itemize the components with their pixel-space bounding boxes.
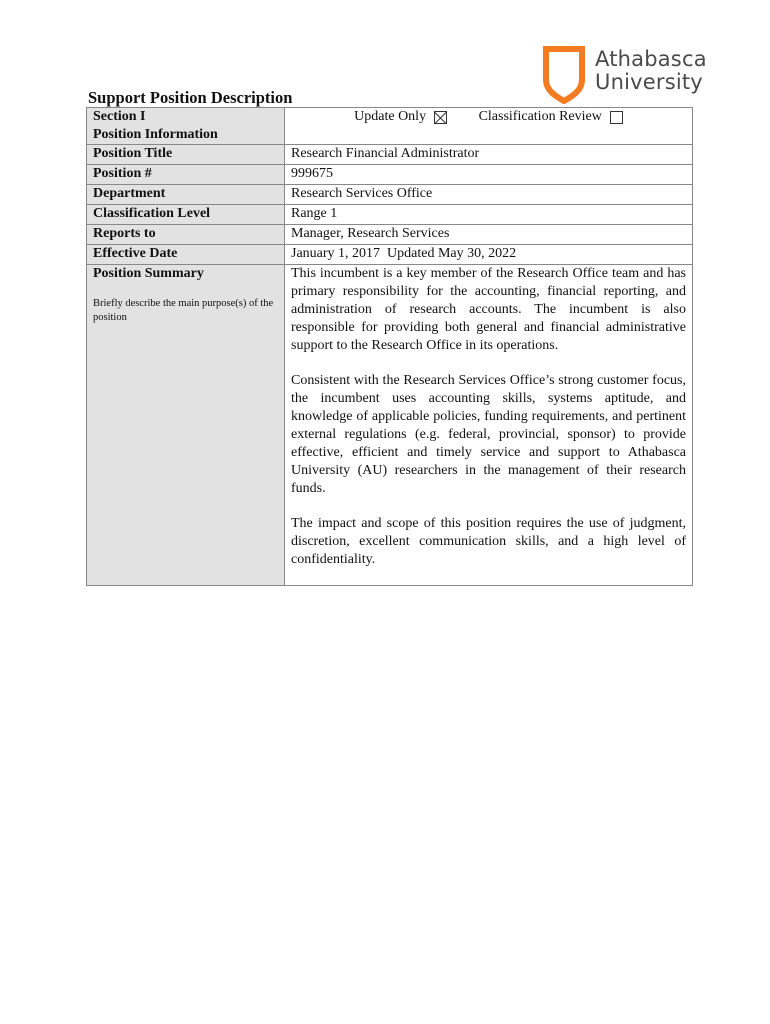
summary-paragraph: Consistent with the Research Services Office’s strong customer focus, the incumbent uses accounting skills, systems aptitude, and knowledge of applicable policies, funding requirements, and pertinent external regulations (e.g. federal, provincial, sponsor) to provide effective, efficient and timely service and support to Athabasca University (AU) researchers in the management of their research funds. — [291, 373, 686, 496]
summary-paragraph: The impact and scope of this position requires the use of judgment, discretion, excellent communication skills, and a high level of confidentiality. — [291, 516, 686, 567]
position-title-label: Position Title — [87, 145, 285, 165]
section-subtitle: Position Information — [93, 127, 218, 142]
effective-date-value: January 1, 2017 Updated May 30, 2022 — [285, 245, 693, 265]
reports-to-value: Manager, Research Services — [285, 225, 693, 245]
section-title: Section I — [93, 109, 146, 124]
logo-line-2: University — [595, 70, 703, 94]
position-number-label: Position # — [87, 165, 285, 185]
effective-date-label: Effective Date — [87, 245, 285, 265]
position-summary-label: Position Summary — [93, 266, 204, 281]
update-only-checkbox[interactable] — [434, 111, 447, 124]
position-summary-label-cell — [87, 265, 285, 586]
position-summary-text — [285, 265, 693, 586]
logo-line-1: Athabasca — [595, 47, 707, 71]
position-title-value: Research Financial Administrator — [285, 145, 693, 165]
update-only-option[interactable] — [354, 108, 447, 126]
department-label: Department — [87, 185, 285, 205]
logo-wordmark — [595, 48, 707, 94]
classification-level-label: Classification Level — [87, 205, 285, 225]
athabasca-university-logo — [543, 44, 713, 108]
classification-level-value: Range 1 — [285, 205, 693, 225]
department-value: Research Services Office — [285, 185, 693, 205]
classification-review-option[interactable] — [479, 108, 623, 126]
document-title: Support Position Description — [88, 88, 293, 107]
summary-paragraph: This incumbent is a key member of the Research Office team and has primary responsibility for the accounting, financial reporting, and administration of research accounts. The incumbent is also responsible for providing both general and financial administrative support to the Research Office in its operations. — [291, 266, 686, 353]
position-number-value: 999675 — [285, 165, 693, 185]
classification-review-label: Classification Review — [478, 109, 602, 124]
section-header — [87, 108, 285, 145]
reports-to-label: Reports to — [87, 225, 285, 245]
review-type-cell — [285, 108, 693, 145]
classification-review-checkbox[interactable] — [610, 111, 623, 124]
position-summary-hint: Briefly describe the main purpose(s) of the position — [93, 298, 274, 323]
shield-icon — [543, 46, 585, 104]
position-information-table — [86, 107, 693, 586]
update-only-label: Update Only — [354, 109, 427, 124]
